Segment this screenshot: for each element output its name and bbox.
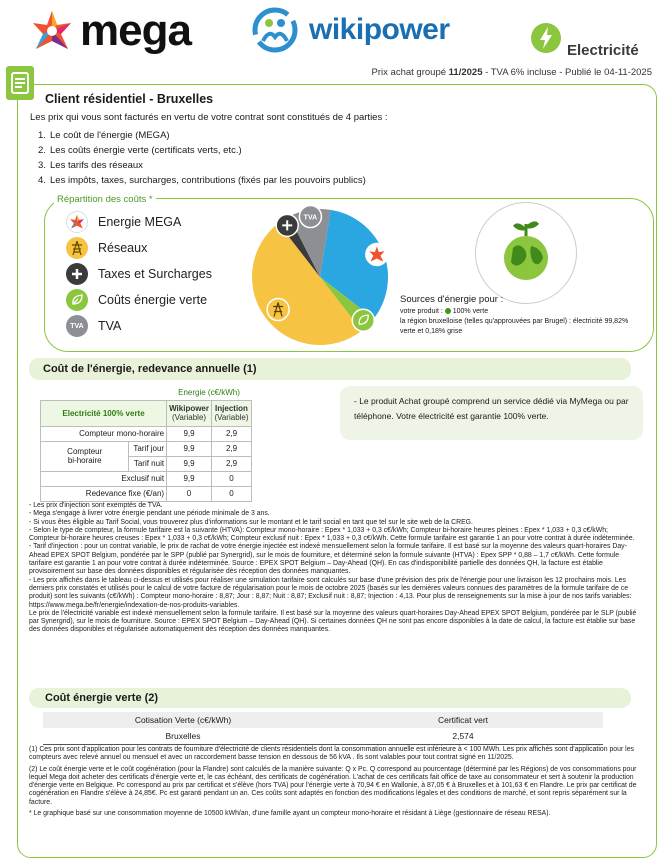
network-pylon-icon — [66, 237, 88, 259]
cost-breakdown-title: Répartition des coûts * — [54, 194, 156, 205]
list-item: 3. Les tarifs des réseaux — [38, 160, 143, 171]
green-earth-icon — [495, 218, 557, 288]
legend-item-network: Réseaux — [66, 235, 212, 261]
energy-type-label: Electricité — [567, 42, 639, 59]
legend-item-green: Coûts énergie verte — [66, 287, 212, 313]
note: - Selon le type de compteur, la formule tarifaire est la suivante (HTVA): Compteur mono-horaire : Epex * 1,033 + 0,3 c€/kWh; Compteur bi-horaire heures pleines : Epex * 1,033 + 0,3 c€/kWh; Compteur bi-horaire heures creuses : Epex * 1,033 + 0,3 c€/kWh; Compteur exclusif nuit : Epex * 1,033 + 0,3 c€/kWh. Cette formule tarifaire est garantie 1 an pour votre contrat à durée indéterminée. — [29, 526, 635, 543]
tva-icon: TVA — [66, 315, 88, 337]
green-cost-title: Coût énergie verte (2) — [29, 688, 631, 708]
legend-item-taxes: Taxes et Surcharges — [66, 261, 212, 287]
plus-icon — [66, 263, 88, 285]
col-injection: Injection (Variable) — [212, 400, 252, 426]
sources-region: la région bruxelloise (telles qu'approuvées par Brugel) : électricité 99,82% verte et 0,18% grise — [400, 318, 629, 335]
energy-cost-title: Coût de l'énergie, redevance annuelle (1) — [29, 358, 631, 380]
wikipower-logo-icon — [247, 7, 303, 53]
table-row: Redevance fixe (€/an) 0 0 — [41, 486, 252, 501]
client-title: Client résidentiel - Bruxelles — [45, 92, 214, 106]
footnote: * Le graphique basé sur une consommation moyenne de 10500 kWh/an, d'une famille ayant un compteur mono-horaire et résidant à Liège (gestionnaire de réseau RESA). — [29, 810, 551, 818]
legend-item-tva: TVA TVA — [66, 313, 212, 339]
wikipower-wordmark: wikipower — [309, 13, 450, 46]
earth-badge — [475, 202, 577, 304]
note: - Les prix affichés dans le tableau ci-dessus et utilisés pour réaliser une simulation tarifaire sont calculés sur base d'une prévision des prix de l'énergie pour une livraison les 12 prochains mois. Les derniers prix constatés et utilisés pour le calcul de votre facture de régularisation pour le mois de octobre 2025 (basés sur les dernières valeurs connues des paramètres de la formule tarifaire de ce produit) sont les suivants (c€/kWh) : Compteur mono-horaire : 8,87; Jour : 8,87; Nuit : 8,87; Exclusif nuit : 8,87; Injection : 4,13. Pour plus de renseignements sur la mise à jour de nos tarifs variables: https://www.mega.be/fr/energie/indexation-de-nos-produits-variables. — [29, 576, 632, 609]
price-parts-list — [38, 128, 366, 188]
pylon-badge-icon — [267, 299, 289, 321]
cost-pie-chart — [230, 192, 410, 352]
legend-item-energy: Energie MEGA — [66, 209, 212, 235]
electricity-badge — [530, 22, 562, 59]
publication-info: Prix achat groupé 11/2025 - TVA 6% incluse - Publié le 04-11-2025 — [371, 67, 652, 78]
cost-legend — [66, 209, 212, 339]
energy-sources — [400, 294, 640, 337]
note: Le prix de l'électricité variable est indexé mensuellement selon la formule tarifaire. Il est basé sur la moyenne des valeurs quart-horaires Day-Ahead EPEX SPOT Belgium, pondérée par le SLP (publié par Synergrid), sur le mois de fourniture. Source : EPEX SPOT Belgium – Day-Ahead (QH). Si certaines données QH ne sont pas encore disponibles à la date de calcul, la facture est établie sur base des données disponibles et régularisée automatiquement dès réception des données manquantes. — [29, 609, 637, 634]
list-item: 4. Les impôts, taxes, surcharges, contributions (fixés par les pouvoirs publics) — [38, 175, 366, 186]
table-row: Exclusif nuit 9,9 0 — [41, 471, 252, 486]
product-info-box: - Le produit Achat groupé comprend un service dédié via MyMega ou par téléphone. Votre électricité est garantie 100% verte. — [340, 386, 643, 440]
mega-star-icon — [66, 211, 88, 233]
tva-badge-label: TVA — [303, 214, 318, 222]
footnote: (2) Le coût énergie verte et le coût cogénération (pour la Flandre) sont calculés de la manière suivante: Q x Pc. Q correspond au pourcentage (déterminé par les Régions) de vos consommations pour lequel Mega doit acheter des certificats d'énergie verte et, le cas échéant, des certificats de cogénération. L'achat de ces certificats fait office de taxe au consommateur et sert à soutenir la production d'énergie verte en Belgique. Pc correspond au prix par certificat et s'élève (hors TVA) pour l'énergie verte à 70,94 € en Wallonie, à 87,05 € à Bruxelles et à 101,63 € en Flandre. Le prix par certificat de cogénération en Flandre s'élève à 24,85€. Pc est garanti pendant un an. Ces coûts sont adaptés en fonction des modifications légales et des conditions de marché, et sont repris séparément sur la facture. — [29, 765, 637, 806]
note: - Mega s'engage à livrer votre énergie pendant une période minimale de 3 ans. — [29, 510, 270, 518]
intro-text: Les prix qui vous sont facturés en vertu de votre contrat sont constitués de 4 parties : — [30, 112, 388, 123]
list-item: 2. Les coûts énergie verte (certificats verts, etc.) — [38, 145, 242, 156]
document-icon — [6, 66, 34, 100]
mega-wordmark: mega — [80, 6, 191, 55]
footnote: (1) Ces prix sont d'application pour les contrats de fourniture d'électricité de clients résidentiels dont la consommation annuelle est inférieure à < 100 MWh. Les prix affichés sont d'application pour les compteurs avec relevé annuel ou mensuel et avec un raccordement basse tension en dessous de 56 kVA . Ils sont valables pour tout contrat signé en 11/2025. — [29, 746, 634, 762]
energy-price-table — [40, 385, 252, 502]
table-row: Bruxelles 2,574 — [43, 728, 603, 744]
mega-star-logo-icon — [30, 9, 74, 53]
mega-logo — [30, 6, 191, 56]
table-header-row: Cotisation Verte (c€/kWh) Certificat vert — [43, 712, 603, 728]
bi-hour-label: Compteur bi-horaire — [41, 441, 129, 471]
col-wikipower: Wikipower (Variable) — [167, 400, 212, 426]
note: - Si vous êtes éligible au Tarif Social, vous trouverez plus d'informations sur le montant et le tarif social en tant que tel sur le site web de la CREG. — [29, 518, 473, 526]
note: - Tarif d'injection : pour un contrat variable, le prix de rachat de votre énergie injectée est indexé mensuellement selon la formule tarifaire. Il est basé sur la moyenne des valeurs quart-horaires Day-Ahead EPEX SPOT Belgium, pondérée par le SPP (publié par Synergrid), sur le mois de fourniture, et déterminé selon la formule suivante (HTVA) : Epex SPP * 0,88 – 1,7 c€/kWh. Cette formule tarifaire est garantie 1 an pour votre contrat à durée indéterminée. Source : EPEX SPOT Belgium – Day-Ahead (QH). En cas d'indisponibilité partielle des données QH, la facture est établie provisoirement sur base des données disponibles et régularisée dès réception des données manquantes. — [29, 543, 627, 576]
green-dot-icon — [445, 308, 451, 314]
list-item: 1. Le coût de l'énergie (MEGA) — [38, 130, 170, 141]
table-row: Compteur mono-horaire 9,9 2,9 — [41, 426, 252, 441]
energy-notes — [29, 502, 639, 635]
product-label: Electricité 100% verte — [41, 400, 167, 426]
leaf-icon — [66, 289, 88, 311]
sources-product: votre produit : 100% verte — [400, 308, 489, 315]
sources-title: Sources d'énergie pour : — [400, 294, 504, 305]
table-row: Tarif nuit 9,9 2,9 — [41, 456, 252, 471]
leaf-badge-icon — [352, 309, 374, 331]
note: - Les prix d'injection sont exemptés de TVA. — [29, 502, 163, 509]
unit-header: Energie (c€/kWh) — [178, 387, 240, 397]
footnotes — [29, 746, 641, 821]
wikipower-logo — [247, 7, 450, 53]
lightning-icon — [530, 22, 562, 54]
table-row: Compteur bi-horaire Tarif jour 9,9 2,9 — [41, 441, 252, 456]
green-cost-table — [43, 712, 603, 745]
